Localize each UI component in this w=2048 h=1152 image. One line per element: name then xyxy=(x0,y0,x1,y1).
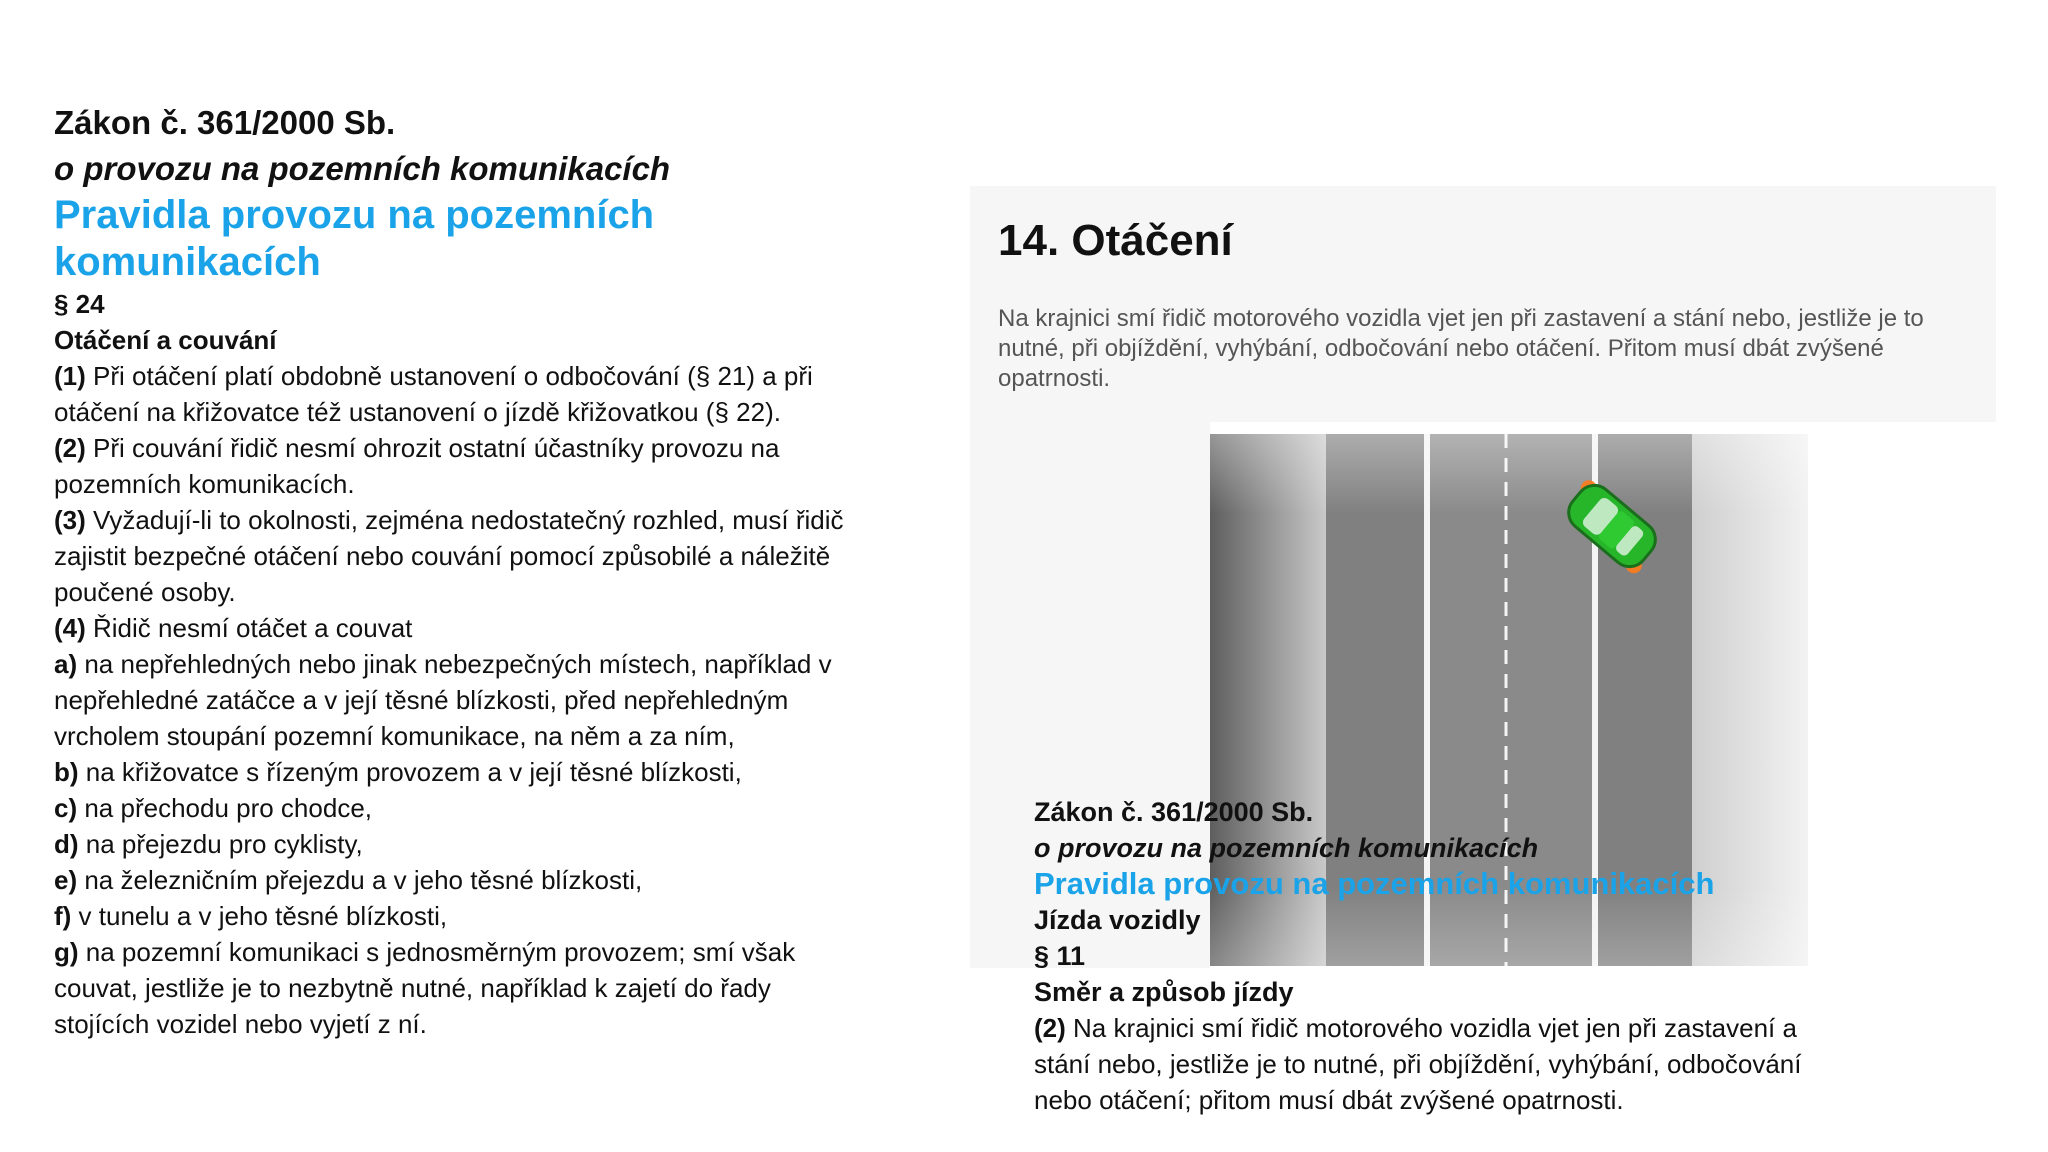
section-heading-line1: Pravidla provozu na pozemních xyxy=(54,193,655,237)
overlay-item-label: (2) xyxy=(1034,1013,1066,1043)
card-text: Na krajnici smí řidič motorového vozidla vjet jen při zastavení a stání nebo, jestliže je to nutné, při objíždění, vyhýbání, odbočování nebo otáčení. Přitom musí dbát zvýšené opatrnosti. xyxy=(998,305,1924,392)
item-label: (3) xyxy=(54,505,86,535)
paragraph-item-line: vrcholem stoupání pozemní komunikace, na něm a za ním, xyxy=(54,721,735,751)
paragraph-item-line: nepřehledné zatáčce a v její těsné blízkosti, před nepřehledným xyxy=(54,685,789,715)
overlay-law-title: Zákon č. 361/2000 Sb. xyxy=(1034,797,1314,827)
paragraph-item-line: (2) Při couvání řidič nesmí ohrozit ostatní účastníky provozu na xyxy=(54,433,780,463)
paragraph-item-line: d) na přejezdu pro cyklisty, xyxy=(54,829,363,859)
paragraph-item-line: f) v tunelu a v jeho těsné blízkosti, xyxy=(54,901,448,931)
overlay-chapter: Jízda vozidly xyxy=(1034,905,1201,935)
paragraph-item-line: e) na železničním přejezdu a v jeho těsné blízkosti, xyxy=(54,865,643,895)
paragraph-number: § 24 xyxy=(54,289,105,319)
item-label: e) xyxy=(54,865,78,895)
item-label: d) xyxy=(54,829,79,859)
paragraph-item-line: pozemních komunikacích. xyxy=(54,469,355,499)
paragraph-items xyxy=(54,358,934,1042)
paragraph-item-line: zajistit bezpečné otáčení nebo couvání pomocí způsobilé a náležitě xyxy=(54,541,831,571)
item-label: (2) xyxy=(54,433,86,463)
paragraph-item-line: (1) Při otáčení platí obdobně ustanovení o odbočování (§ 21) a při xyxy=(54,361,813,391)
item-label: (4) xyxy=(54,613,86,643)
law-subtitle: o provozu na pozemních komunikacích xyxy=(54,150,671,187)
overlay-paragraph-number: § 11 xyxy=(1034,941,1086,971)
paragraph-item-line: poučené osoby. xyxy=(54,577,236,607)
section-heading-line2: komunikacích xyxy=(54,240,321,284)
item-label: g) xyxy=(54,937,79,967)
overlay-law-subtitle: o provozu na pozemních komunikacích xyxy=(1034,833,1539,863)
paragraph-item-line: couvat, jestliže je to nezbytně nutné, například k zajetí do řady xyxy=(54,973,771,1003)
overlay-text xyxy=(1034,794,2034,1118)
overlay-item-line: stání nebo, jestliže je to nutné, při objíždění, vyhýbání, odbočování xyxy=(1034,1049,1802,1079)
item-label: b) xyxy=(54,757,79,787)
item-label: a) xyxy=(54,649,78,679)
overlay-paragraph-title: Směr a způsob jízdy xyxy=(1034,977,1294,1007)
card-title: 14. Otáčení xyxy=(998,216,1233,265)
item-label: f) xyxy=(54,901,72,931)
paragraph-item-line: otáčení na křižovatce též ustanovení o jízdě křižovatkou (§ 22). xyxy=(54,397,781,427)
paragraph-item-line: c) na přechodu pro chodce, xyxy=(54,793,372,823)
topic-card xyxy=(970,186,1996,422)
paragraph-item-line: g) na pozemní komunikaci s jednosměrným provozem; smí však xyxy=(54,937,796,967)
overlay-section-heading: Pravidla provozu na pozemních komunikacích xyxy=(1034,866,1715,901)
item-label: (1) xyxy=(54,361,86,391)
left-column xyxy=(54,100,934,1042)
paragraph-item-line: (4) Řidič nesmí otáčet a couvat xyxy=(54,613,413,643)
overlay-item-line: nebo otáčení; přitom musí dbát zvýšené opatrnosti. xyxy=(1034,1085,1624,1115)
overlay-item-line: (2) Na krajnici smí řidič motorového vozidla vjet jen při zastavení a xyxy=(1034,1013,1797,1043)
paragraph-item-line: b) na křižovatce s řízeným provozem a v její těsné blízkosti, xyxy=(54,757,742,787)
paragraph-item-line: a) na nepřehledných nebo jinak nebezpečných místech, například v xyxy=(54,649,832,679)
overlay-item xyxy=(1034,1010,2034,1118)
paragraph-item-line: (3) Vyžadují-li to okolnosti, zejména nedostatečný rozhled, musí řidič xyxy=(54,505,844,535)
paragraph-title: Otáčení a couvání xyxy=(54,325,277,355)
item-label: c) xyxy=(54,793,78,823)
law-title: Zákon č. 361/2000 Sb. xyxy=(54,104,396,141)
paragraph-item-line: stojících vozidel nebo vyjetí z ní. xyxy=(54,1009,427,1039)
